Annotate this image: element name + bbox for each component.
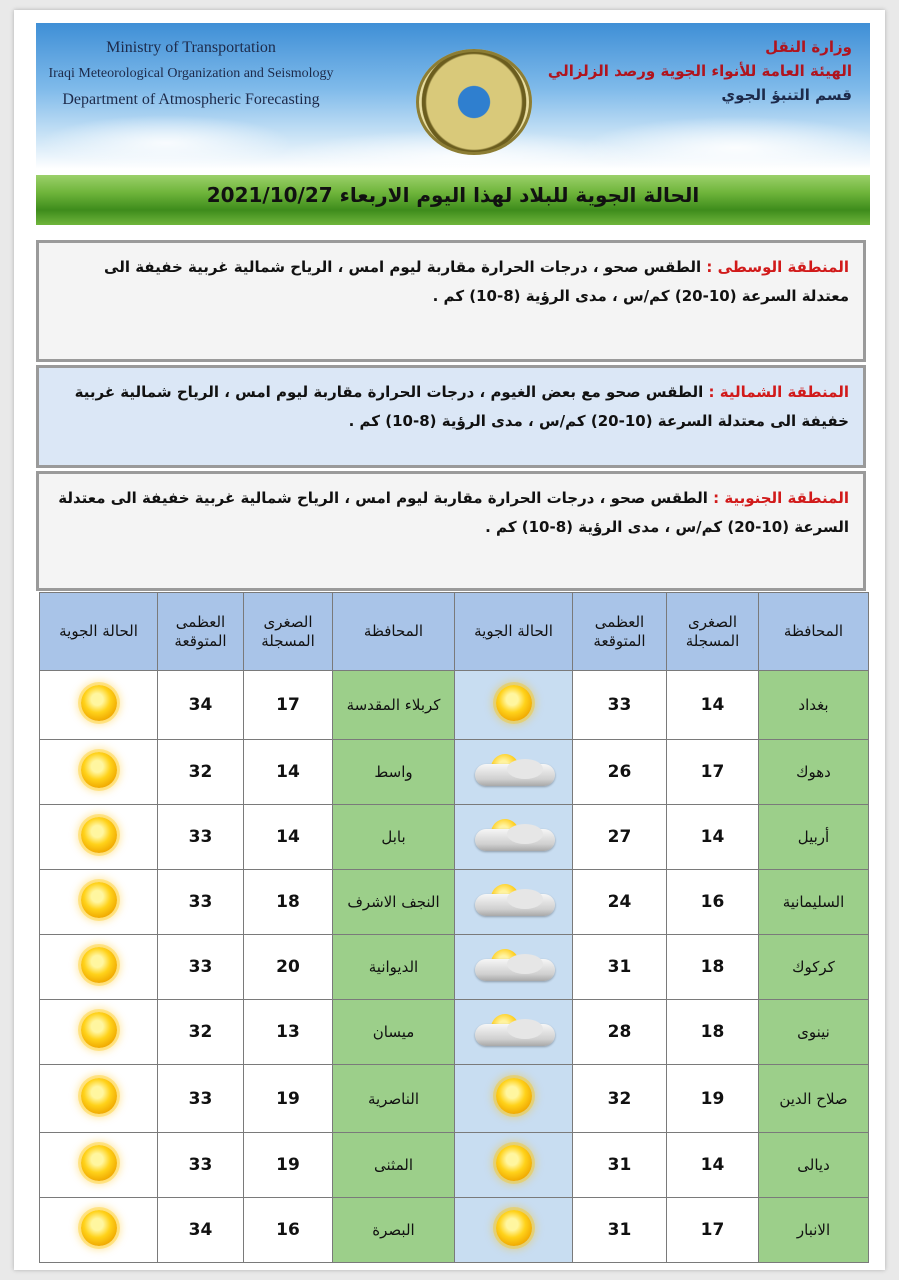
governorate-cell: المثنى <box>333 1133 455 1198</box>
region-name: المنطقة الجنوبية : <box>713 489 849 507</box>
max-temp-cell: 34 <box>158 671 244 740</box>
governorate-cell: الانبار <box>759 1198 869 1263</box>
weather-cell <box>455 870 573 935</box>
weather-cell <box>455 935 573 1000</box>
header-min: الصغرى المسجلة <box>244 593 333 671</box>
header-weather: الحالة الجوية <box>40 593 158 671</box>
governorate-cell: بغداد <box>759 671 869 740</box>
min-temp-cell: 19 <box>244 1065 333 1133</box>
max-temp-cell: 32 <box>158 1000 244 1065</box>
table-row <box>40 740 869 805</box>
sunny-icon <box>81 752 117 788</box>
max-temp-cell: 26 <box>573 740 667 805</box>
table-row <box>40 671 869 740</box>
min-temp-cell: 14 <box>244 740 333 805</box>
partly-cloudy-icon <box>471 817 557 853</box>
min-temp-cell: 16 <box>244 1198 333 1263</box>
max-temp-cell: 33 <box>158 1133 244 1198</box>
min-temp-cell: 16 <box>667 870 759 935</box>
governorate-cell: صلاح الدين <box>759 1065 869 1133</box>
department-name-en: Department of Atmospheric Forecasting <box>62 91 320 108</box>
sunny-icon <box>496 1078 532 1114</box>
governorate-cell: النجف الاشرف <box>333 870 455 935</box>
english-header <box>46 35 336 113</box>
department-name-ar: قسم التنبؤ الجوي <box>721 86 852 104</box>
region-text: الطقس صحو ، درجات الحرارة مقاربة ليوم امس ، الرياح شمالية غربية خفيفة الى معتدلة السرعة (10-20) كم/س ، مدى الرؤية (8-10) كم . <box>58 489 849 536</box>
region-south <box>36 471 866 591</box>
table-row <box>40 1000 869 1065</box>
forecast-table <box>39 592 869 1263</box>
sunny-icon <box>81 1078 117 1114</box>
weather-cell <box>455 1065 573 1133</box>
min-temp-cell: 14 <box>244 805 333 870</box>
sunny-icon <box>81 1012 117 1048</box>
min-temp-cell: 18 <box>667 935 759 1000</box>
min-temp-cell: 18 <box>667 1000 759 1065</box>
max-temp-cell: 27 <box>573 805 667 870</box>
region-text: الطقس صحو مع بعض الغيوم ، درجات الحرارة مقاربة ليوم امس ، الرياح شمالية غربية خفيفة الى معتدلة السرعة (10-20) كم/س ، مدى الرؤية (8-10) كم . <box>74 383 849 430</box>
min-temp-cell: 14 <box>667 805 759 870</box>
partly-cloudy-icon <box>471 752 557 788</box>
governorate-cell: الديوانية <box>333 935 455 1000</box>
partly-cloudy-icon <box>471 947 557 983</box>
table-row <box>40 870 869 935</box>
region-text: الطقس صحو ، درجات الحرارة مقاربة ليوم امس ، الرياح شمالية غربية خفيفة الى معتدلة السرعة (10-20) كم/س ، مدى الرؤية (8-10) كم . <box>104 258 849 305</box>
weather-cell <box>40 671 158 740</box>
header-banner <box>36 23 870 169</box>
header-governorate: المحافظة <box>759 593 869 671</box>
max-temp-cell: 34 <box>158 1198 244 1263</box>
min-temp-cell: 19 <box>667 1065 759 1133</box>
governorate-cell: واسط <box>333 740 455 805</box>
governorate-cell: نينوى <box>759 1000 869 1065</box>
sunny-icon <box>81 1210 117 1246</box>
max-temp-cell: 31 <box>573 935 667 1000</box>
sunny-icon <box>81 1145 117 1181</box>
governorate-cell: البصرة <box>333 1198 455 1263</box>
max-temp-cell: 32 <box>158 740 244 805</box>
weather-cell <box>40 805 158 870</box>
max-temp-cell: 31 <box>573 1133 667 1198</box>
region-name: المنطقة الوسطى : <box>706 258 849 276</box>
partly-cloudy-icon <box>471 882 557 918</box>
max-temp-cell: 24 <box>573 870 667 935</box>
sunny-icon <box>496 1210 532 1246</box>
table-header-row <box>40 593 869 671</box>
sunny-icon <box>81 685 117 721</box>
weather-cell <box>40 1133 158 1198</box>
sunny-icon <box>496 1145 532 1181</box>
max-temp-cell: 33 <box>573 671 667 740</box>
max-temp-cell: 32 <box>573 1065 667 1133</box>
min-temp-cell: 17 <box>244 671 333 740</box>
table-row <box>40 1133 869 1198</box>
min-temp-cell: 20 <box>244 935 333 1000</box>
max-temp-cell: 33 <box>158 805 244 870</box>
table-row <box>40 1198 869 1263</box>
max-temp-cell: 33 <box>158 870 244 935</box>
header-min: الصغرى المسجلة <box>667 593 759 671</box>
sunny-icon <box>81 882 117 918</box>
weather-cell <box>40 1065 158 1133</box>
table-row <box>40 805 869 870</box>
max-temp-cell: 28 <box>573 1000 667 1065</box>
sunny-icon <box>496 685 532 721</box>
arabic-header <box>547 35 852 107</box>
max-temp-cell: 33 <box>158 1065 244 1133</box>
weather-cell <box>455 1000 573 1065</box>
header-max: العظمى المتوقعة <box>573 593 667 671</box>
weather-cell <box>40 935 158 1000</box>
governorate-cell: ميسان <box>333 1000 455 1065</box>
min-temp-cell: 14 <box>667 1133 759 1198</box>
header-governorate: المحافظة <box>333 593 455 671</box>
governorate-cell: دهوك <box>759 740 869 805</box>
table-row <box>40 935 869 1000</box>
region-central <box>36 240 866 362</box>
page <box>14 10 885 1270</box>
region-name: المنطقة الشمالية : <box>708 383 849 401</box>
weather-cell <box>455 740 573 805</box>
weather-cell <box>455 1133 573 1198</box>
governorate-cell: كربلاء المقدسة <box>333 671 455 740</box>
governorate-cell: أربيل <box>759 805 869 870</box>
organization-name-ar: الهيئة العامة للأنواء الجوية ورصد الزلزالي <box>547 62 852 80</box>
governorate-cell: الناصرية <box>333 1065 455 1133</box>
table-row <box>40 1065 869 1133</box>
min-temp-cell: 18 <box>244 870 333 935</box>
title-bar <box>36 175 870 225</box>
header-max: العظمى المتوقعة <box>158 593 244 671</box>
weather-cell <box>455 671 573 740</box>
sunny-icon <box>81 817 117 853</box>
min-temp-cell: 13 <box>244 1000 333 1065</box>
weather-cell <box>40 1000 158 1065</box>
organization-seal-logo <box>416 49 532 155</box>
governorate-cell: السليمانية <box>759 870 869 935</box>
page-title: الحالة الجوية للبلاد لهذا اليوم الاربعاء 2021/10/27 <box>206 183 700 207</box>
governorate-cell: كركوك <box>759 935 869 1000</box>
weather-cell <box>455 1198 573 1263</box>
min-temp-cell: 17 <box>667 740 759 805</box>
organization-name-en: Iraqi Meteorological Organization and Seismology <box>48 66 334 81</box>
sunny-icon <box>81 947 117 983</box>
ministry-name-en: Ministry of Transportation <box>106 39 276 56</box>
ministry-name-ar: وزارة النقل <box>765 38 852 56</box>
min-temp-cell: 17 <box>667 1198 759 1263</box>
min-temp-cell: 19 <box>244 1133 333 1198</box>
governorate-cell: ديالى <box>759 1133 869 1198</box>
header-weather: الحالة الجوية <box>455 593 573 671</box>
governorate-cell: بابل <box>333 805 455 870</box>
weather-cell <box>40 1198 158 1263</box>
weather-cell <box>40 740 158 805</box>
max-temp-cell: 33 <box>158 935 244 1000</box>
weather-cell <box>40 870 158 935</box>
region-north <box>36 365 866 468</box>
max-temp-cell: 31 <box>573 1198 667 1263</box>
min-temp-cell: 14 <box>667 671 759 740</box>
partly-cloudy-icon <box>471 1012 557 1048</box>
weather-cell <box>455 805 573 870</box>
